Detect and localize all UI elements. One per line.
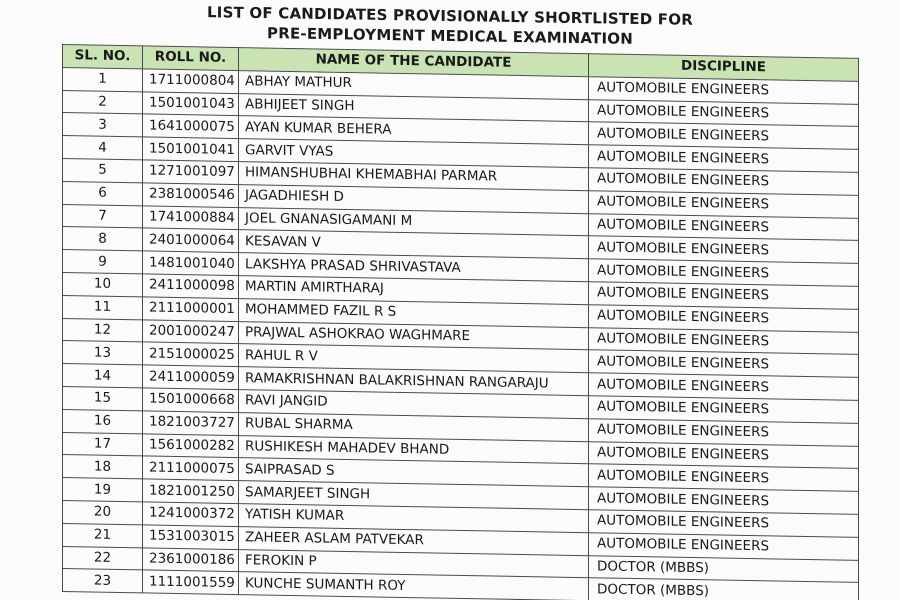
- cell-candidate-name: ABHAY MATHUR: [239, 70, 589, 99]
- cell-candidate-name: AYAN KUMAR BEHERA: [239, 116, 589, 145]
- header-roll-no: ROLL NO.: [143, 46, 239, 70]
- cell-candidate-name: HIMANSHUBHAI KHEMABHAI PARMAR: [239, 162, 589, 191]
- cell-roll-no: 1531003015: [143, 525, 239, 549]
- cell-sl-no: 4: [63, 136, 143, 160]
- cell-roll-no: 1271001097: [143, 160, 239, 184]
- cell-roll-no: 2411000098: [143, 274, 239, 298]
- cell-sl-no: 8: [63, 227, 143, 251]
- candidates-table-container: [62, 44, 858, 600]
- cell-candidate-name: JAGADHIESH D: [239, 184, 589, 213]
- cell-discipline: AUTOMOBILE ENGINEERS: [589, 532, 859, 560]
- cell-candidate-name: RAVI JANGID: [239, 390, 589, 419]
- cell-candidate-name: RUBAL SHARMA: [239, 412, 589, 441]
- cell-discipline: AUTOMOBILE ENGINEERS: [589, 122, 859, 150]
- cell-candidate-name: FEROKIN P: [239, 549, 589, 578]
- cell-candidate-name: RAMAKRISHNAN BALAKRISHNAN RANGARAJU: [239, 367, 589, 396]
- cell-roll-no: 2361000186: [143, 547, 239, 571]
- cell-sl-no: 6: [63, 181, 143, 205]
- cell-sl-no: 2: [63, 90, 143, 114]
- cell-sl-no: 13: [63, 341, 143, 365]
- cell-sl-no: 15: [63, 386, 143, 410]
- cell-discipline: AUTOMOBILE ENGINEERS: [589, 464, 859, 492]
- cell-roll-no: 2001000247: [143, 319, 239, 343]
- cell-sl-no: 9: [63, 250, 143, 274]
- cell-candidate-name: PRAJWAL ASHOKRAO WAGHMARE: [239, 321, 589, 350]
- cell-candidate-name: RAHUL R V: [239, 344, 589, 373]
- cell-discipline: AUTOMOBILE ENGINEERS: [589, 396, 859, 424]
- cell-discipline: AUTOMOBILE ENGINEERS: [589, 487, 859, 515]
- cell-discipline: AUTOMOBILE ENGINEERS: [589, 259, 859, 287]
- cell-roll-no: 1241000372: [143, 502, 239, 526]
- cell-discipline: AUTOMOBILE ENGINEERS: [589, 213, 859, 241]
- cell-discipline: AUTOMOBILE ENGINEERS: [589, 441, 859, 469]
- cell-discipline: AUTOMOBILE ENGINEERS: [589, 373, 859, 401]
- cell-roll-no: 1501001043: [143, 91, 239, 115]
- cell-roll-no: 1501000668: [143, 388, 239, 412]
- cell-discipline: DOCTOR (MBBS): [589, 578, 859, 600]
- cell-roll-no: 2111000001: [143, 297, 239, 321]
- cell-roll-no: 1711000804: [143, 69, 239, 93]
- cell-sl-no: 23: [63, 569, 143, 593]
- cell-roll-no: 2111000075: [143, 456, 239, 480]
- cell-sl-no: 7: [63, 204, 143, 228]
- cell-sl-no: 3: [63, 113, 143, 137]
- title-line-1: LIST OF CANDIDATES PROVISIONALLY SHORTLISTED FOR: [207, 3, 693, 29]
- cell-sl-no: 20: [63, 500, 143, 524]
- cell-discipline: AUTOMOBILE ENGINEERS: [589, 145, 859, 173]
- cell-sl-no: 10: [63, 272, 143, 296]
- cell-sl-no: 21: [63, 523, 143, 547]
- header-sl-no: SL. NO.: [63, 45, 143, 69]
- cell-roll-no: 1111001559: [143, 570, 239, 594]
- cell-roll-no: 2381000546: [143, 183, 239, 207]
- cell-roll-no: 1741000884: [143, 205, 239, 229]
- cell-sl-no: 14: [63, 364, 143, 388]
- cell-roll-no: 1641000075: [143, 114, 239, 138]
- candidates-table: [62, 44, 859, 600]
- cell-sl-no: 17: [63, 432, 143, 456]
- cell-sl-no: 12: [63, 318, 143, 342]
- cell-candidate-name: KUNCHE SUMANTH ROY: [239, 572, 589, 600]
- cell-discipline: AUTOMOBILE ENGINEERS: [589, 99, 859, 127]
- cell-sl-no: 1: [63, 67, 143, 91]
- cell-candidate-name: MOHAMMED FAZIL R S: [239, 298, 589, 327]
- table-body: [63, 67, 859, 600]
- cell-roll-no: 1821003727: [143, 411, 239, 435]
- cell-candidate-name: ABHIJEET SINGH: [239, 93, 589, 122]
- cell-roll-no: 1481001040: [143, 251, 239, 275]
- cell-sl-no: 18: [63, 455, 143, 479]
- cell-sl-no: 11: [63, 295, 143, 319]
- cell-candidate-name: ZAHEER ASLAM PATVEKAR: [239, 526, 589, 555]
- cell-discipline: AUTOMOBILE ENGINEERS: [589, 510, 859, 538]
- title-line-2: PRE-EMPLOYMENT MEDICAL EXAMINATION: [267, 24, 633, 48]
- cell-candidate-name: JOEL GNANASIGAMANI M: [239, 207, 589, 236]
- cell-candidate-name: LAKSHYA PRASAD SHRIVASTAVA: [239, 253, 589, 282]
- cell-candidate-name: GARVIT VYAS: [239, 139, 589, 168]
- cell-discipline: AUTOMOBILE ENGINEERS: [589, 418, 859, 446]
- cell-roll-no: 1821001250: [143, 479, 239, 503]
- cell-discipline: AUTOMOBILE ENGINEERS: [589, 282, 859, 310]
- cell-roll-no: 1501001041: [143, 137, 239, 161]
- cell-discipline: AUTOMOBILE ENGINEERS: [589, 327, 859, 355]
- cell-roll-no: 1561000282: [143, 433, 239, 457]
- cell-discipline: AUTOMOBILE ENGINEERS: [589, 190, 859, 218]
- cell-candidate-name: SAIPRASAD S: [239, 458, 589, 487]
- cell-sl-no: 16: [63, 409, 143, 433]
- header-candidate-name: NAME OF THE CANDIDATE: [239, 48, 589, 77]
- cell-candidate-name: RUSHIKESH MAHADEV BHAND: [239, 435, 589, 464]
- header-discipline: DISCIPLINE: [589, 54, 859, 82]
- cell-candidate-name: SAMARJEET SINGH: [239, 481, 589, 510]
- cell-discipline: DOCTOR (MBBS): [589, 555, 859, 583]
- cell-discipline: AUTOMOBILE ENGINEERS: [589, 76, 859, 104]
- cell-roll-no: 2401000064: [143, 228, 239, 252]
- cell-sl-no: 19: [63, 478, 143, 502]
- cell-roll-no: 2411000059: [143, 365, 239, 389]
- cell-sl-no: 5: [63, 158, 143, 182]
- cell-discipline: AUTOMOBILE ENGINEERS: [589, 168, 859, 196]
- cell-discipline: AUTOMOBILE ENGINEERS: [589, 350, 859, 378]
- cell-candidate-name: YATISH KUMAR: [239, 504, 589, 533]
- cell-roll-no: 2151000025: [143, 342, 239, 366]
- cell-sl-no: 22: [63, 546, 143, 570]
- cell-discipline: AUTOMOBILE ENGINEERS: [589, 236, 859, 264]
- cell-discipline: AUTOMOBILE ENGINEERS: [589, 304, 859, 332]
- cell-candidate-name: MARTIN AMIRTHARAJ: [239, 276, 589, 305]
- cell-candidate-name: KESAVAN V: [239, 230, 589, 259]
